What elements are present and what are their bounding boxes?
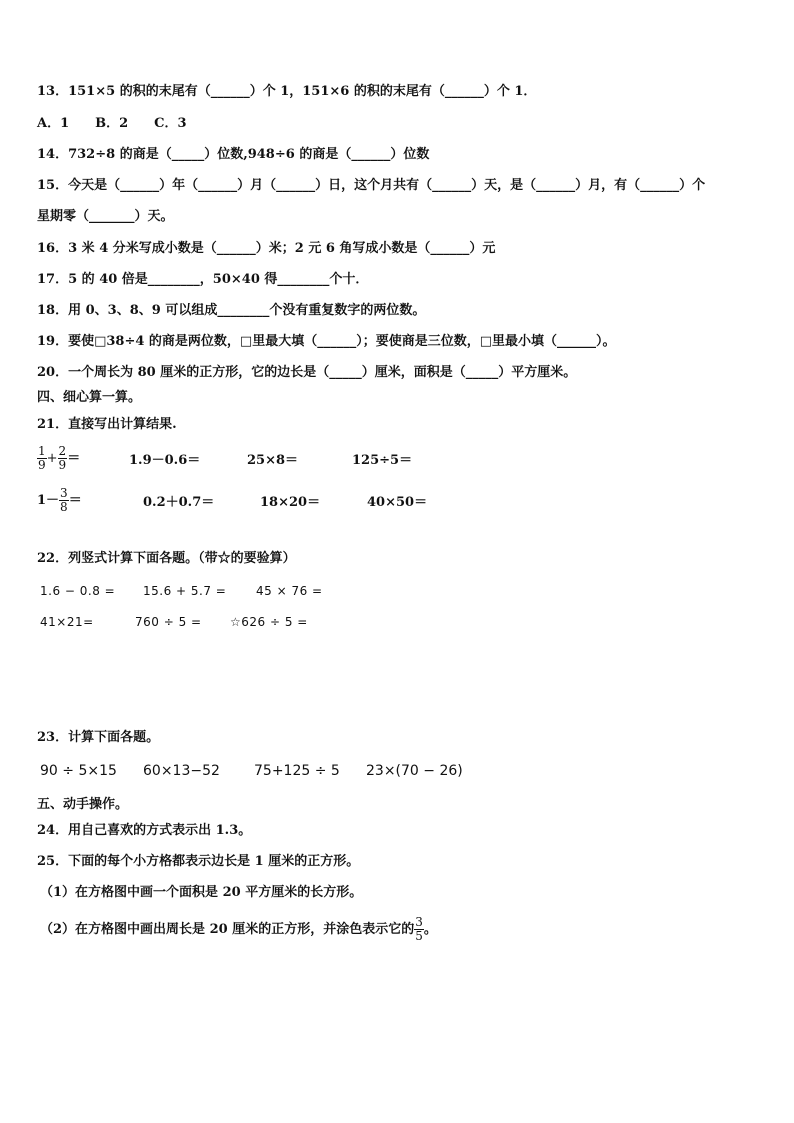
q22-item-5: 760 ÷ 5 =: [135, 615, 202, 629]
question-16: 16．3 米 4 分米写成小数是（______）米；2 元 6 角写成小数是（______）元: [37, 241, 496, 256]
q21-expr-5: 1－ $\frac{3}{8}$ ＝: [37, 486, 82, 514]
fraction-1-9: $\frac{1}{9}$: [38, 444, 46, 472]
fraction-2-9: $\frac{2}{9}$: [58, 444, 67, 472]
q22-item-6: ☆626 ÷ 5 =: [230, 615, 308, 629]
question-15-line1: 15．今天是（______）年（______）月（______）日，这个月共有（______）天，是（______）月，有（______）个: [37, 178, 706, 193]
question-23-title: 23．计算下面各题。: [37, 730, 160, 745]
section-5-heading: 五、动手操作。: [37, 797, 129, 812]
fraction-3-8: $\frac{3}{8}$: [60, 486, 68, 514]
q22-item-2: 15.6 + 5.7 =: [143, 584, 227, 598]
question-14: 14．732÷8 的商是（_____）位数,948÷6 的商是（______）位数: [37, 147, 430, 162]
q23-item-2: 60×13−52: [143, 763, 220, 779]
question-25-part-1: （1）在方格图中画一个面积是 20 平方厘米的长方形。: [40, 885, 363, 900]
q23-item-1: 90 ÷ 5×15: [40, 763, 117, 779]
fraction-3-5: $\frac{3}{5}$: [415, 915, 423, 943]
question-13-options: A．1 B．2 C．3: [37, 116, 187, 131]
question-25-title: 25．下面的每个小方格都表示边长是 1 厘米的正方形。: [37, 854, 360, 869]
question-19: 19．要使□38÷4 的商是两位数，□里最大填（______）；要使商是三位数，□里最小填（______）。: [37, 334, 616, 349]
question-20: 20．一个周长为 80 厘米的正方形，它的边长是（_____）厘米，面积是（_____）平方厘米。: [37, 365, 577, 380]
question-15-line2: 星期零（_______）天。: [37, 209, 174, 224]
q21-expr-4: 125÷5＝: [352, 453, 413, 468]
q23-item-3: 75+125 ÷ 5: [254, 763, 340, 779]
q23-item-4: 23×(70 − 26): [366, 763, 463, 779]
section-4-heading: 四、细心算一算。: [37, 390, 142, 405]
question-25-part-2: （2）在方格图中画出周长是 20 厘米的正方形，并涂色表示它的 $\frac{3}{5}$ 。: [40, 915, 437, 943]
q21-expr-3: 25×8＝: [247, 453, 299, 468]
question-13: 13．151×5 的积的末尾有（______）个 1，151×6 的积的末尾有（______）个 1．: [37, 84, 537, 99]
q21-expr-1: $\frac{1}{9}$ + $\frac{2}{9}$ ＝: [38, 444, 81, 472]
question-24: 24．用自己喜欢的方式表示出 1.3。: [37, 823, 252, 838]
q21-expr-6: 0.2＋0.7＝: [143, 495, 215, 510]
q21-expr-2: 1.9－0.6＝: [129, 453, 201, 468]
q22-item-4: 41×21=: [40, 615, 94, 629]
q22-item-3: 45 × 76 =: [256, 584, 323, 598]
q21-expr-8: 40×50＝: [367, 495, 428, 510]
question-22-title: 22．列竖式计算下面各题。（带☆的要验算）: [37, 551, 296, 566]
q21-expr-7: 18×20＝: [260, 495, 321, 510]
question-17: 17．5 的 40 倍是________，50×40 得________个十．: [37, 272, 369, 287]
question-18: 18．用 0、3、8、9 可以组成________个没有重复数字的两位数。: [37, 303, 426, 318]
question-21-title: 21．直接写出计算结果.: [37, 417, 177, 432]
q22-item-1: 1.6 − 0.8 =: [40, 584, 116, 598]
